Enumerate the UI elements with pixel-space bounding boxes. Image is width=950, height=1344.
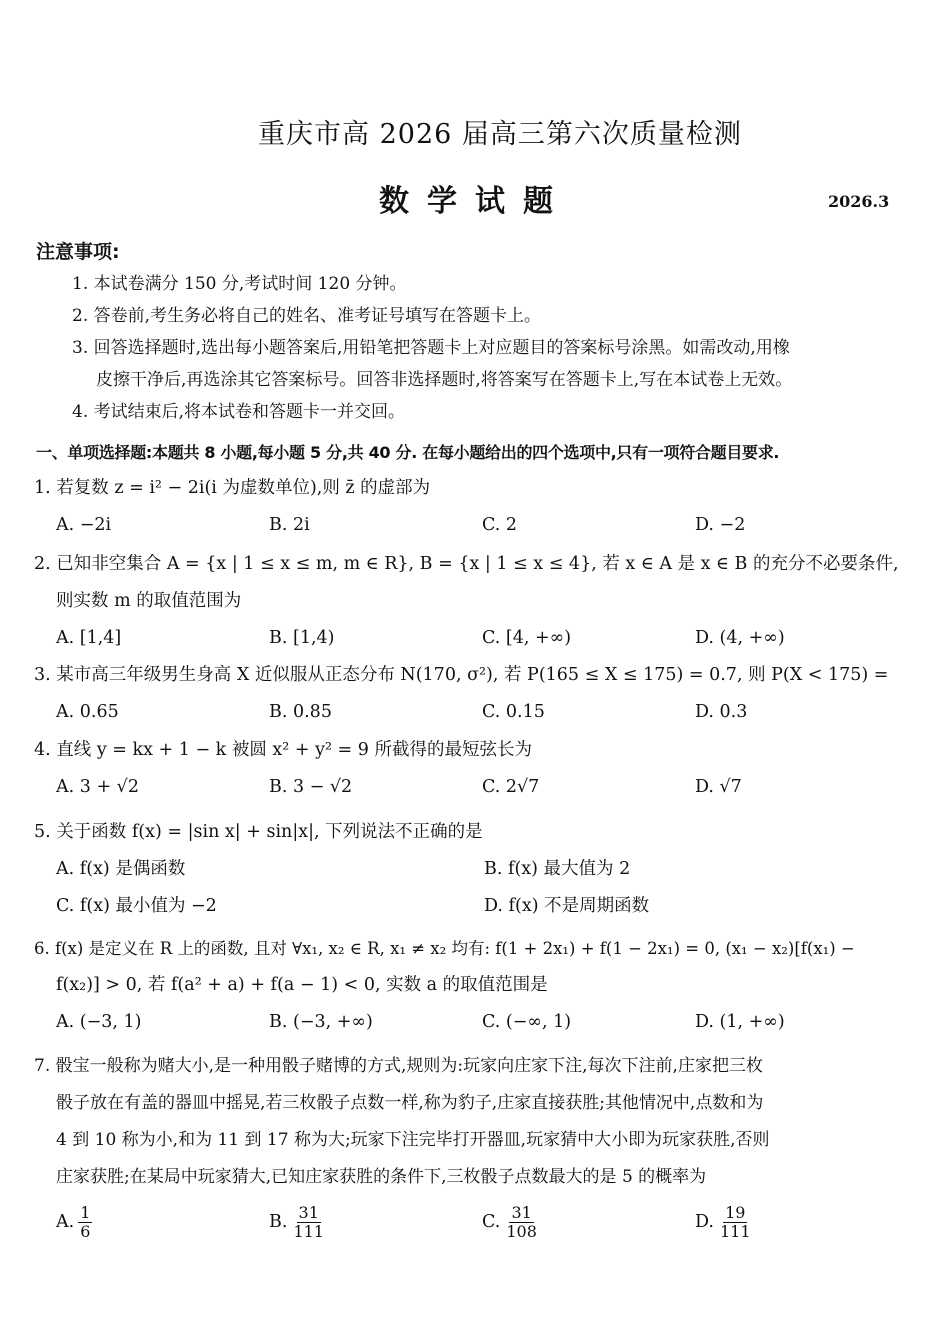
option-c xyxy=(482,1204,695,1241)
notice-list xyxy=(72,268,922,428)
fraction xyxy=(504,1204,539,1241)
exam-title: 重庆市高 2026 届高三第六次质量检测 xyxy=(258,119,742,150)
option-a: A. 3 + √2 xyxy=(56,777,139,797)
question-stem-continued: 骰子放在有盖的器皿中摇晃,若三枚骰子点数一样,称为豹子,庄家直接获胜;其他情况中,点数和为 xyxy=(56,1093,764,1113)
question-6 xyxy=(34,930,919,1041)
options-row xyxy=(34,1004,919,1041)
fraction-numerator: 19 xyxy=(725,1203,746,1222)
question-4 xyxy=(34,732,919,806)
section-heading-single-choice: 一、单项选择题:本题共 8 小题,每小题 5 分,共 40 分. 在每小题给出的四个选项中,只有一项符合题目要求. xyxy=(36,443,780,462)
option-label: A. xyxy=(56,1212,75,1232)
option-d xyxy=(695,1204,908,1241)
options-row xyxy=(34,507,919,544)
option-b: B. 2i xyxy=(269,515,310,535)
option-b xyxy=(269,1204,482,1241)
option-a: A. −2i xyxy=(56,515,112,535)
fraction-denominator: 111 xyxy=(719,1222,751,1241)
question-7 xyxy=(34,1048,919,1241)
option-d: D. 0.3 xyxy=(695,702,748,722)
option-d: D. √7 xyxy=(695,777,742,797)
fraction-numerator: 31 xyxy=(511,1203,532,1222)
option-a xyxy=(56,1204,269,1241)
question-stem-continued: 则实数 m 的取值范围为 xyxy=(56,591,242,611)
subject-title: 数学试题 xyxy=(379,184,571,219)
option-d: D. (1, +∞) xyxy=(695,1012,785,1032)
notice-item: 4. 考试结束后,将本试卷和答题卡一并交回。 xyxy=(72,402,406,422)
question-stem: 1. 若复数 z = i² − 2i(i 为虚数单位),则 z̄ 的虚部为 xyxy=(34,478,431,498)
option-b: B. f(x) 最大值为 2 xyxy=(484,859,631,879)
option-a: A. [1,4] xyxy=(56,628,122,648)
fraction-numerator: 31 xyxy=(298,1203,319,1222)
option-b: B. 3 − √2 xyxy=(269,777,353,797)
fraction xyxy=(718,1204,753,1241)
option-b: B. [1,4) xyxy=(269,628,335,648)
notice-item: 2. 答卷前,考生务必将自己的姓名、准考证号填写在答题卡上。 xyxy=(72,306,542,326)
fraction xyxy=(291,1204,326,1241)
options-row xyxy=(34,620,919,657)
question-stem: 7. 骰宝一般称为赌大小,是一种用骰子赌博的方式,规则为:玩家向庄家下注,每次下注前,庄家把三枚 xyxy=(34,1056,763,1076)
option-a: A. 0.65 xyxy=(56,702,119,722)
question-stem: 6. f(x) 是定义在 R 上的函数, 且对 ∀x₁, x₂ ∈ R, x₁ ≠ x₂ 均有: f(1 + 2x₁) + f(1 − 2x₁) = 0, (x₁ − x₂)[f(x₁) − xyxy=(34,939,855,958)
option-c: C. 2√7 xyxy=(482,777,540,797)
question-5 xyxy=(34,814,919,925)
notice-item-continued: 皮擦干净后,再选涂其它答案标号。回答非选择题时,将答案写在答题卡上,写在本试卷上无效。 xyxy=(96,370,793,390)
question-3 xyxy=(34,657,919,731)
option-label: D. xyxy=(695,1212,714,1232)
option-d: D. f(x) 不是周期函数 xyxy=(484,896,650,916)
option-label: B. xyxy=(269,1212,288,1232)
fraction-denominator: 111 xyxy=(293,1222,324,1241)
question-stem: 4. 直线 y = kx + 1 − k 被圆 x² + y² = 9 所截得的最短弦长为 xyxy=(34,740,532,760)
options-row xyxy=(34,851,919,888)
question-stem-continued: 4 到 10 称为小,和为 11 到 17 称为大;玩家下注完毕打开器皿,玩家猜中大小即为玩家获胜,否则 xyxy=(56,1130,770,1150)
notice-item: 3. 回答选择题时,选出每小题答案后,用铅笔把答题卡上对应题目的答案标号涂黑。如需改动,用橡 xyxy=(72,338,790,358)
option-b: B. (−3, +∞) xyxy=(269,1012,373,1032)
notice-heading: 注意事项: xyxy=(36,241,120,263)
options-row xyxy=(34,1204,919,1241)
fraction-denominator: 108 xyxy=(506,1222,537,1241)
options-row xyxy=(34,694,919,731)
option-c: C. (−∞, 1) xyxy=(482,1012,572,1032)
question-1 xyxy=(34,470,919,544)
question-stem: 2. 已知非空集合 A = {x | 1 ≤ x ≤ m, m ∈ R}, B = {x | 1 ≤ x ≤ 4}, 若 x ∈ A 是 x ∈ B 的充分不必要条件, xyxy=(34,554,899,574)
fraction xyxy=(78,1204,92,1241)
option-d: D. −2 xyxy=(695,515,746,535)
options-row xyxy=(34,888,919,925)
option-b: B. 0.85 xyxy=(269,702,332,722)
notice-item: 1. 本试卷满分 150 分,考试时间 120 分钟。 xyxy=(72,274,407,294)
fraction-denominator: 6 xyxy=(80,1222,91,1241)
option-d: D. (4, +∞) xyxy=(695,628,785,648)
question-stem-continued: f(x₂)] > 0, 若 f(a² + a) + f(a − 1) < 0, 实数 a 的取值范围是 xyxy=(56,975,548,995)
question-2 xyxy=(34,546,919,657)
option-a: A. f(x) 是偶函数 xyxy=(56,859,186,879)
option-c: C. f(x) 最小值为 −2 xyxy=(56,896,217,916)
option-a: A. (−3, 1) xyxy=(56,1012,142,1032)
options-row xyxy=(34,769,919,806)
option-label: C. xyxy=(482,1212,501,1232)
option-c: C. 0.15 xyxy=(482,702,545,722)
fraction-numerator: 1 xyxy=(80,1203,91,1222)
question-stem: 5. 关于函数 f(x) = |sin x| + sin|x|, 下列说法不正确的是 xyxy=(34,822,483,842)
question-stem: 3. 某市高三年级男生身高 X 近似服从正态分布 N(170, σ²), 若 P(165 ≤ X ≤ 175) = 0.7, 则 P(X < 175) = xyxy=(34,665,889,685)
option-c: C. 2 xyxy=(482,515,518,535)
question-stem-continued: 庄家获胜;在某局中玩家猜大,已知庄家获胜的条件下,三枚骰子点数最大的是 5 的概率为 xyxy=(56,1167,707,1187)
exam-date: 2026.3 xyxy=(828,192,890,211)
option-c: C. [4, +∞) xyxy=(482,628,572,648)
